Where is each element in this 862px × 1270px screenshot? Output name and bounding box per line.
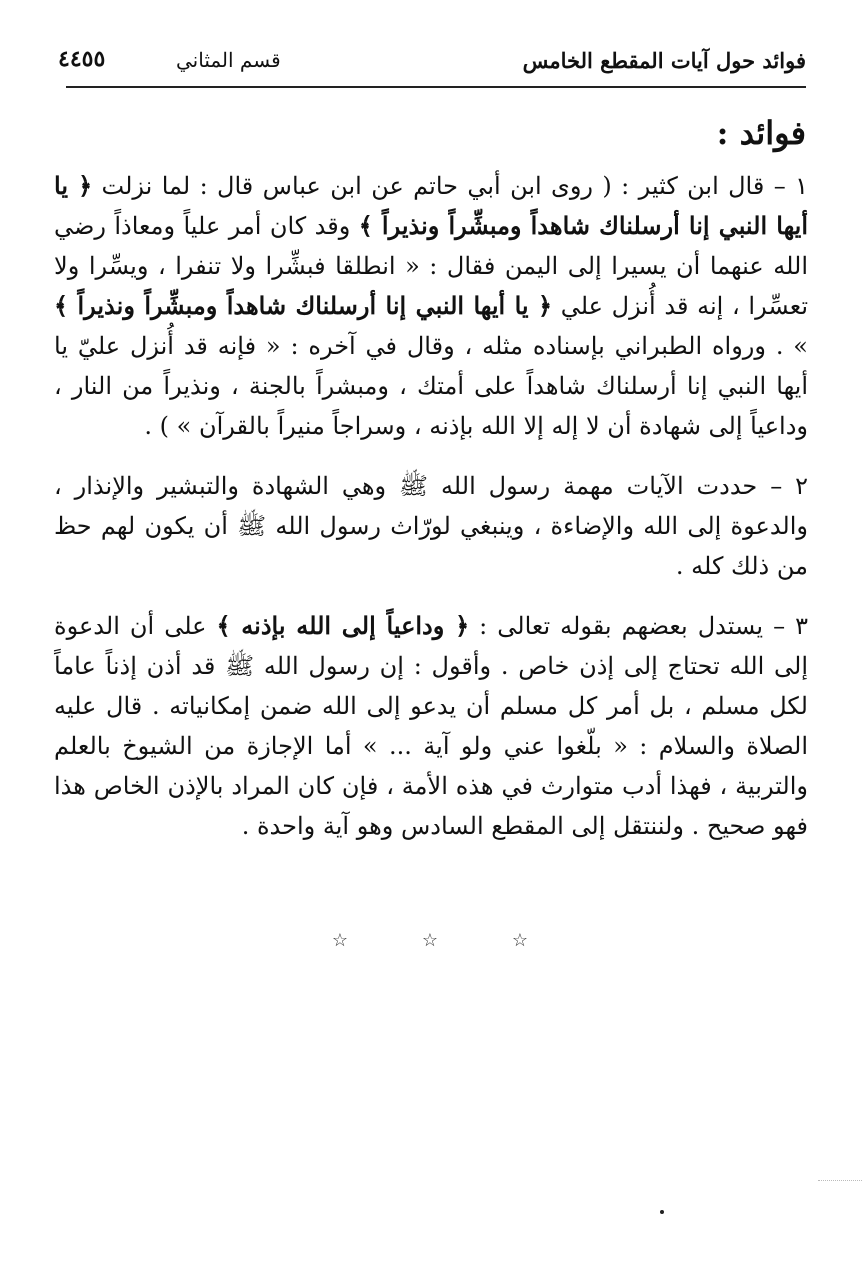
section-heading: فوائد : bbox=[716, 114, 806, 152]
paragraph-text: حددت الآيات مهمة رسول الله ﷺ وهي الشهادة والتبشير والإنذار ، والدعوة إلى الله والإضاءة ، وينبغي لورّاث رسول الله ﷺ أن يكون لهم حظ من ذلك كله . bbox=[54, 472, 808, 580]
scan-edge-mark bbox=[818, 1180, 862, 1181]
quran-verse: ﴿ يا أيها النبي إنا أرسلناك شاهداً ومبشِّراً ونذيراً ﴾ bbox=[54, 171, 809, 240]
paragraph-text: يستدل بعضهم بقوله تعالى : bbox=[469, 612, 774, 640]
paragraph-text: قال ابن كثير : ( روى ابن أبي حاتم عن ابن عباس قال : لما نزلت bbox=[92, 172, 774, 200]
paragraph-3 bbox=[54, 606, 808, 846]
paragraph-text: » . ورواه الطبراني بإسناده مثله ، وقال في آخره : « فإنه قد أُنزل عليّ يا أيها النبي إنا أرسلناك شاهداً على أمتك ، ومبشراً بالجنة ، ونذيراً من النار ، وداعياً إلى شهادة أن لا إله إلا الله بإذنه ، وسراجاً منيراً بالقرآن » ) . bbox=[54, 332, 808, 440]
paragraph-number: ٢ – bbox=[770, 472, 808, 500]
paragraph-text: على أن الدعوة إلى الله تحتاج إلى إذن خاص . وأقول : إن رسول الله ﷺ قد أذن إذناً عاماً لكل مسلم ، بل أمر كل مسلم أن يدعو إلى الله ضمن إمكانياته . قال عليه الصلاة والسلام : « بلّغوا عني ولو آية ... » أما الإجازة من الشيوخ بالعلم والتربية ، فهذا أدب متوارث في هذه الأمة ، فإن كان المراد بالإذن الخاص هذا فهو صحيح . ولننتقل إلى المقطع السادس وهو آية واحدة . bbox=[54, 612, 809, 840]
star-ornament-icon: ☆ bbox=[511, 930, 529, 951]
page-header bbox=[58, 42, 806, 82]
star-ornament-icon: ☆ bbox=[421, 930, 439, 951]
quran-verse: ﴿ وداعياً إلى الله بإذنه ﴾ bbox=[216, 611, 470, 640]
scan-dot bbox=[660, 1210, 664, 1214]
page-number: ٤٤٥٥ bbox=[58, 46, 106, 72]
quran-verse: ﴿ يا أيها النبي إنا أرسلناك شاهداً ومبشِّراً ونذيراً ﴾ bbox=[54, 291, 553, 320]
paragraph-2 bbox=[54, 466, 808, 586]
star-ornament-icon: ☆ bbox=[331, 930, 349, 951]
header-divider bbox=[66, 86, 806, 88]
paragraph-number: ٣ – bbox=[773, 612, 808, 640]
section-separator bbox=[330, 930, 530, 951]
main-text bbox=[54, 166, 808, 866]
running-title: فوائد حول آيات المقطع الخامس bbox=[522, 48, 806, 73]
paragraph-text: وقد كان أمر علياً ومعاذاً رضي الله عنهما أن يسيرا إلى اليمن فقال : « انطلقا فبشِّرا ولا تنفرا ، ويسِّرا ولا تعسِّرا ، إنه قد أُنزل علي bbox=[54, 212, 809, 320]
section-name: قسم المثاني bbox=[176, 48, 281, 72]
paragraph-number: ١ – bbox=[773, 172, 809, 200]
paragraph-1 bbox=[54, 166, 808, 446]
